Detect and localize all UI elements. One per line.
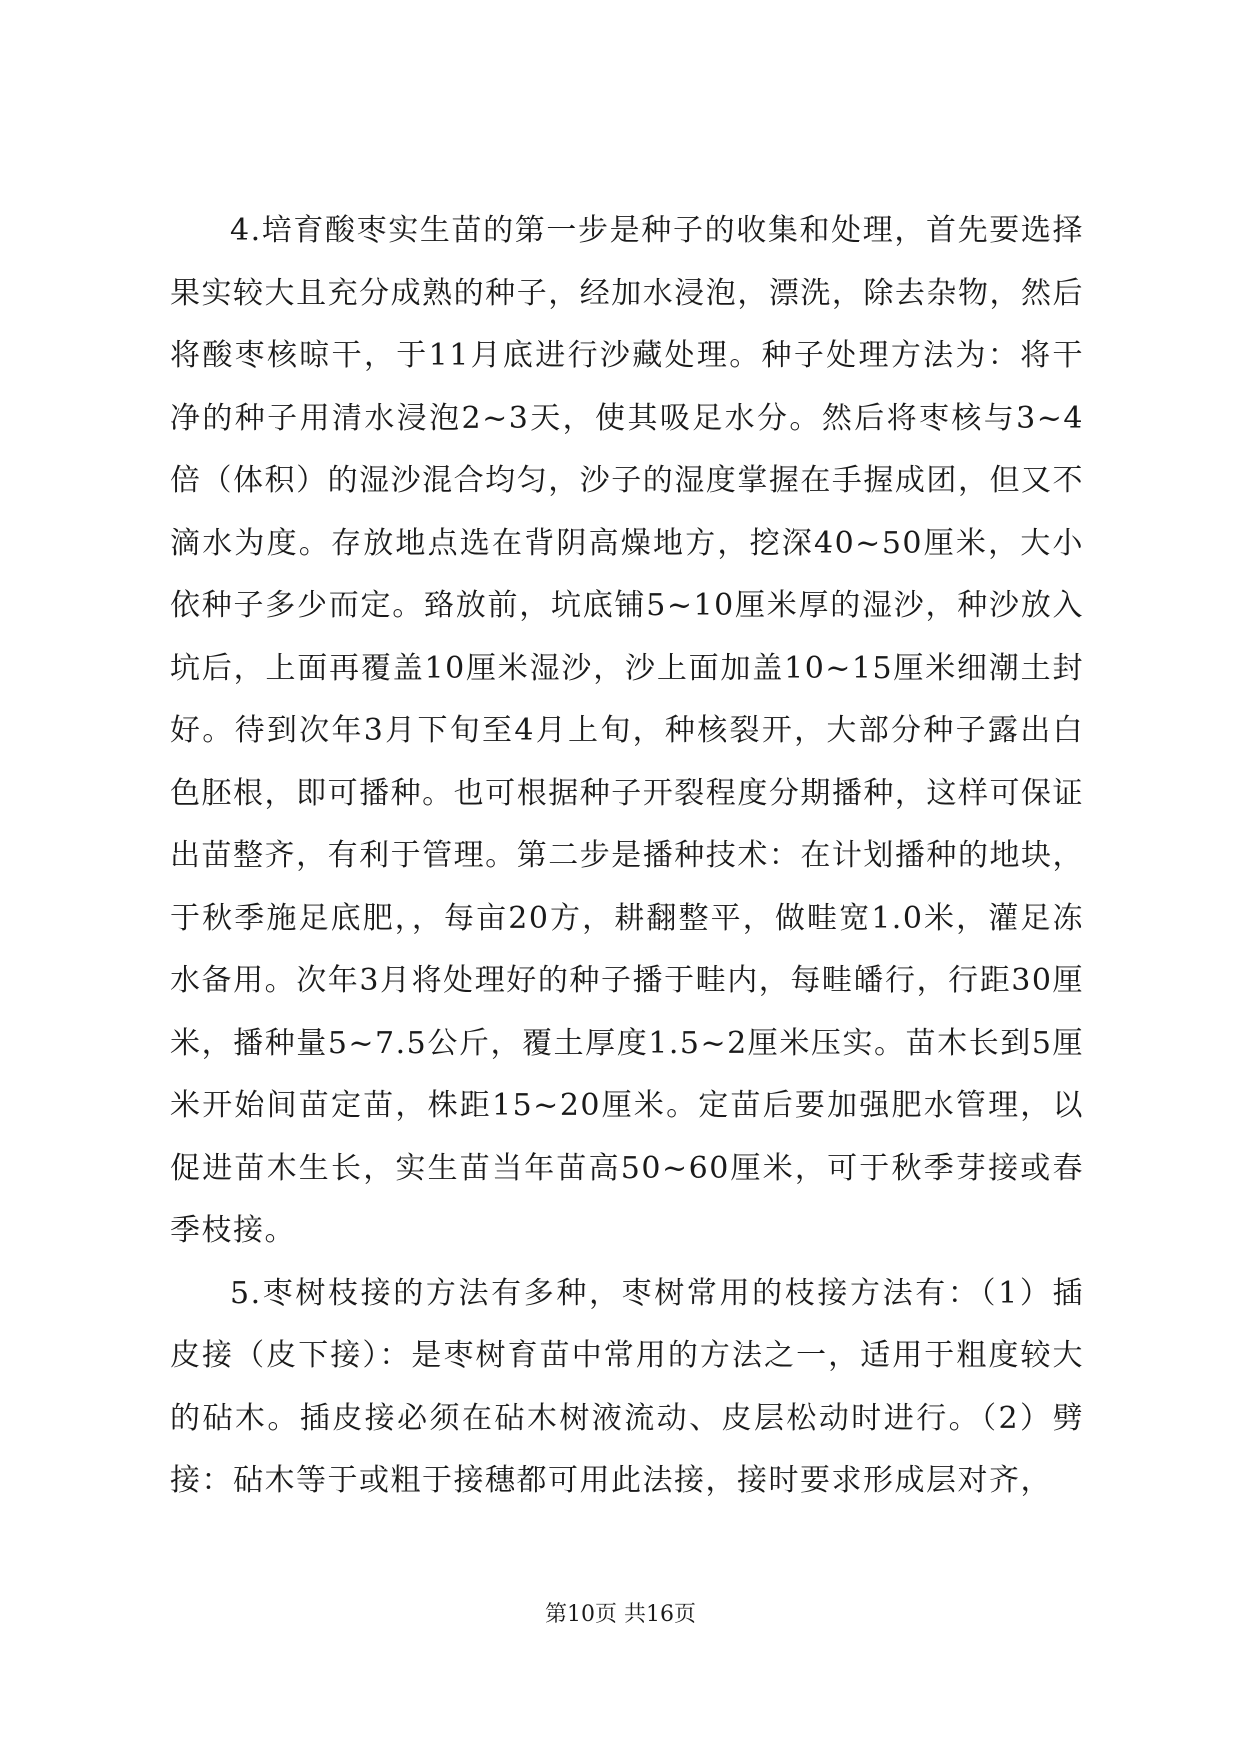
paragraph-branch-grafting: 5.枣树枝接的方法有多种，枣树常用的枝接方法有：（1）插皮接（皮下接）：是枣树育苗中常用的方法之一，适用于粗度较大的砧木。插皮接必须在砧木树液流动、皮层松动时进行。（2）劈接：砧木等于或粗于接穗都可用此法接，接时要求形成层对齐， bbox=[170, 1275, 1084, 1498]
paragraph-seedling-cultivation: 4.培育酸枣实生苗的第一步是种子的收集和处理，首先要选择果实较大且充分成熟的种子，经加水浸泡，漂洗，除去杂物，然后将酸枣核晾干，于11月底进行沙藏处理。种子处理方法为：将干净的种子用清水浸泡2~3天，使其吸足水分。然后将枣核与3~4倍（体积）的湿沙混合均匀，沙子的湿度掌握在手握成团，但又不滴水为度。存放地点选在背阴高燥地方，挖深40~50厘米，大小依种子多少而定。臵放前，坑底铺5~10厘米厚的湿沙，种沙放入坑后，上面再覆盖10厘米湿沙，沙上面加盖10~15厘米细潮土封好。待到次年3月下旬至4月上旬，种核裂开，大部分种子露出白色胚根，即可播种。也可根据种子开裂程度分期播种，这样可保证出苗整齐，有利于管理。第二步是播种技术：在计划播种的地块，于秋季施足底肥，，每亩20方，耕翻整平，做畦宽1.0米，灌足冻水备用。次年3月将处理好的种子播于畦内，每畦皤行，行距30厘米，播种量5~7.5公斤，覆土厚度1.5~2厘米压实。苗木长到5厘米开始间苗定苗，株距15~20厘米。定苗后要加强肥水管理，以促进苗木生长，实生苗当年苗高50~60厘米，可于秋季芽接或春季枝接。 bbox=[170, 213, 1084, 1248]
page-number-footer: 第10页 共16页 bbox=[545, 1602, 696, 1627]
document-body bbox=[170, 200, 1084, 1513]
